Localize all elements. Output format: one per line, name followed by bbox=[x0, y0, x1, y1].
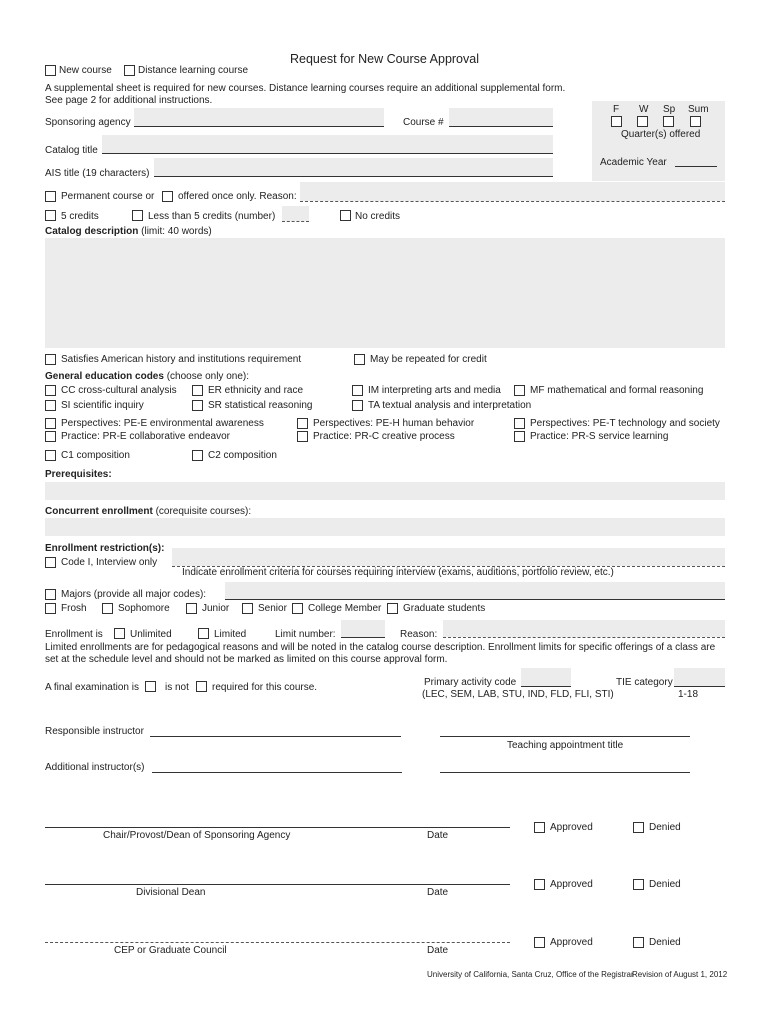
reason-input[interactable] bbox=[300, 182, 725, 201]
quarter-sum-checkbox[interactable] bbox=[690, 116, 701, 127]
approved-checkbox-dean[interactable] bbox=[534, 879, 545, 890]
signature-line-dean[interactable] bbox=[45, 884, 510, 885]
final-exam-is-not-checkbox[interactable] bbox=[145, 681, 156, 692]
additional-instructors-field-2[interactable] bbox=[440, 772, 690, 773]
enrollment-is-label: Enrollment is bbox=[45, 629, 103, 640]
ge-si-label: SI scientific inquiry bbox=[61, 400, 144, 411]
signature-date-chair: Date bbox=[427, 830, 449, 841]
quarter-sp-checkbox[interactable] bbox=[663, 116, 674, 127]
intro-text-1: A supplemental sheet is required for new courses. Distance learning courses require an additional supplemental form. bbox=[45, 83, 566, 94]
ais-title-label: AIS title (19 characters) bbox=[45, 168, 150, 179]
offered-once-label: offered once only. Reason: bbox=[178, 191, 297, 202]
less-than-five-checkbox[interactable] bbox=[132, 210, 143, 221]
additional-instructors-field[interactable] bbox=[152, 772, 402, 773]
tie-category-input[interactable] bbox=[674, 668, 725, 686]
frosh-label: Frosh bbox=[61, 603, 87, 614]
ge-pe-t-checkbox[interactable] bbox=[514, 418, 525, 429]
distance-learning-label: Distance learning course bbox=[138, 65, 249, 76]
approved-label-cep: Approved bbox=[550, 937, 593, 948]
quarters-caption: Quarter(s) offered bbox=[621, 129, 701, 140]
interview-criteria-input[interactable] bbox=[172, 548, 725, 566]
signature-role-cep: CEP or Graduate Council bbox=[114, 945, 227, 956]
american-history-label: Satisfies American history and institutions requirement bbox=[61, 354, 302, 365]
limited-checkbox[interactable] bbox=[198, 628, 209, 639]
no-credits-label: No credits bbox=[355, 211, 401, 222]
denied-label-dean: Denied bbox=[649, 879, 681, 890]
graduate-students-label: Graduate students bbox=[403, 603, 486, 614]
quarter-sum-label: Sum bbox=[688, 104, 709, 115]
ge-pe-t-label: Perspectives: PE-T technology and society bbox=[530, 418, 720, 429]
final-exam-required-checkbox[interactable] bbox=[196, 681, 207, 692]
ge-cc-label: CC cross-cultural analysis bbox=[61, 385, 177, 396]
signature-date-cep: Date bbox=[427, 945, 449, 956]
college-member-label: College Member bbox=[308, 603, 382, 614]
enrollment-restrictions-label: Enrollment restriction(s): bbox=[45, 543, 165, 554]
distance-learning-checkbox[interactable] bbox=[124, 65, 135, 76]
primary-activity-input[interactable] bbox=[521, 668, 571, 686]
ge-pe-e-label: Perspectives: PE-E environmental awareness bbox=[61, 418, 264, 429]
offered-once-checkbox[interactable] bbox=[162, 191, 173, 202]
tie-range-note: 1-18 bbox=[678, 689, 699, 700]
sophomore-label: Sophomore bbox=[118, 603, 170, 614]
limited-label: Limited bbox=[214, 629, 247, 640]
ge-mf-label: MF mathematical and formal reasoning bbox=[530, 385, 704, 396]
denied-checkbox-chair[interactable] bbox=[633, 822, 644, 833]
credits-number-input[interactable] bbox=[282, 206, 309, 221]
ge-codes-label: General education codes (choose only one): bbox=[45, 371, 249, 382]
quarter-sp-label: Sp bbox=[663, 104, 676, 115]
unlimited-checkbox[interactable] bbox=[114, 628, 125, 639]
junior-checkbox[interactable] bbox=[186, 603, 197, 614]
permanent-course-checkbox[interactable] bbox=[45, 191, 56, 202]
quarter-f-label: F bbox=[613, 104, 620, 115]
limited-note-1: Limited enrollments are for pedagogical reasons and will be noted in the catalog course description. Enrollment limits for specific offerings of a class are bbox=[45, 642, 716, 653]
ge-pe-e-checkbox[interactable] bbox=[45, 418, 56, 429]
may-repeat-checkbox[interactable] bbox=[354, 354, 365, 365]
majors-input[interactable] bbox=[225, 582, 725, 599]
signature-role-dean: Divisional Dean bbox=[136, 887, 206, 898]
no-credits-checkbox[interactable] bbox=[340, 210, 351, 221]
ge-c2-label: C2 composition bbox=[208, 450, 277, 461]
ais-title-input[interactable] bbox=[154, 158, 553, 176]
senior-label: Senior bbox=[258, 603, 287, 614]
limit-number-label: Limit number: bbox=[275, 629, 336, 640]
ge-im-checkbox[interactable] bbox=[352, 385, 363, 396]
code-i-label: Code I, Interview only bbox=[61, 557, 158, 568]
frosh-checkbox[interactable] bbox=[45, 603, 56, 614]
primary-activity-label: Primary activity code bbox=[424, 677, 517, 688]
ge-er-checkbox[interactable] bbox=[192, 385, 203, 396]
ge-im-label: IM interpreting arts and media bbox=[368, 385, 501, 396]
five-credits-label: 5 credits bbox=[61, 211, 99, 222]
quarter-f-checkbox[interactable] bbox=[611, 116, 622, 127]
teaching-title-field[interactable] bbox=[440, 736, 690, 737]
catalog-title-input[interactable] bbox=[102, 135, 553, 153]
quarter-w-label: W bbox=[639, 104, 649, 115]
ge-ta-label: TA textual analysis and interpretation bbox=[368, 400, 532, 411]
additional-instructors-label: Additional instructor(s) bbox=[45, 762, 145, 773]
is-not-label: is not bbox=[165, 682, 189, 693]
approved-checkbox-cep[interactable] bbox=[534, 937, 545, 948]
denied-checkbox-cep[interactable] bbox=[633, 937, 644, 948]
signature-role-chair: Chair/Provost/Dean of Sponsoring Agency bbox=[103, 830, 291, 841]
permanent-course-label: Permanent course or bbox=[61, 191, 155, 202]
ge-c2-checkbox[interactable] bbox=[192, 450, 203, 461]
ge-c1-label: C1 composition bbox=[61, 450, 130, 461]
limited-note-2: set at the schedule level and should not be marked as limited on this course approval form. bbox=[45, 654, 448, 665]
senior-checkbox[interactable] bbox=[242, 603, 253, 614]
footer-revision: Revision of August 1, 2012 bbox=[632, 970, 728, 979]
prerequisites-label: Prerequisites: bbox=[45, 469, 112, 480]
interview-note: Indicate enrollment criteria for courses requiring interview (exams, auditions, portfolio review, etc.) bbox=[182, 567, 614, 578]
sponsoring-agency-input[interactable] bbox=[134, 108, 384, 126]
intro-text-2: See page 2 for additional instructions. bbox=[45, 95, 213, 106]
ge-pr-s-checkbox[interactable] bbox=[514, 431, 525, 442]
ge-pr-c-checkbox[interactable] bbox=[297, 431, 308, 442]
ge-pr-c-label: Practice: PR-C creative process bbox=[313, 431, 455, 442]
ge-pe-h-label: Perspectives: PE-H human behavior bbox=[313, 418, 475, 429]
ge-ta-checkbox[interactable] bbox=[352, 400, 363, 411]
course-number-label: Course # bbox=[403, 117, 444, 128]
ge-sr-label: SR statistical reasoning bbox=[208, 400, 313, 411]
majors-label: Majors (provide all major codes): bbox=[61, 589, 207, 600]
five-credits-checkbox[interactable] bbox=[45, 210, 56, 221]
ge-er-label: ER ethnicity and race bbox=[208, 385, 304, 396]
college-member-checkbox[interactable] bbox=[292, 603, 303, 614]
catalog-description-textarea[interactable] bbox=[45, 238, 725, 348]
activity-codes-note: (LEC, SEM, LAB, STU, IND, FLD, FLI, STI) bbox=[422, 689, 614, 700]
limit-reason-input[interactable] bbox=[443, 620, 725, 637]
ge-pr-s-label: Practice: PR-S service learning bbox=[530, 431, 669, 442]
junior-label: Junior bbox=[202, 603, 230, 614]
approved-label-dean: Approved bbox=[550, 879, 593, 890]
ge-sr-checkbox[interactable] bbox=[192, 400, 203, 411]
sophomore-checkbox[interactable] bbox=[102, 603, 113, 614]
ge-si-checkbox[interactable] bbox=[45, 400, 56, 411]
teaching-title-label: Teaching appointment title bbox=[507, 740, 624, 751]
signature-date-dean: Date bbox=[427, 887, 449, 898]
page-title: Request for New Course Approval bbox=[290, 52, 479, 66]
ge-mf-checkbox[interactable] bbox=[514, 385, 525, 396]
limit-number-input[interactable] bbox=[341, 620, 385, 637]
denied-label-chair: Denied bbox=[649, 822, 681, 833]
responsible-instructor-field[interactable] bbox=[150, 736, 401, 737]
ge-pe-h-checkbox[interactable] bbox=[297, 418, 308, 429]
signature-line-cep[interactable] bbox=[45, 942, 510, 943]
quarter-w-checkbox[interactable] bbox=[637, 116, 648, 127]
new-course-checkbox[interactable] bbox=[45, 65, 56, 76]
ge-c1-checkbox[interactable] bbox=[45, 450, 56, 461]
may-repeat-label: May be repeated for credit bbox=[370, 354, 487, 365]
final-exam-label: A final examination is bbox=[45, 682, 139, 693]
concurrent-enrollment-label: Concurrent enrollment (corequisite courses): bbox=[45, 506, 252, 517]
ge-cc-checkbox[interactable] bbox=[45, 385, 56, 396]
denied-checkbox-dean[interactable] bbox=[633, 879, 644, 890]
approved-label-chair: Approved bbox=[550, 822, 593, 833]
sponsoring-agency-label: Sponsoring agency bbox=[45, 117, 131, 128]
responsible-instructor-label: Responsible instructor bbox=[45, 726, 144, 737]
american-history-checkbox[interactable] bbox=[45, 354, 56, 365]
ge-pr-e-label: Practice: PR-E collaborative endeavor bbox=[61, 431, 230, 442]
majors-checkbox[interactable] bbox=[45, 589, 56, 600]
ge-pr-e-checkbox[interactable] bbox=[45, 431, 56, 442]
academic-year-field[interactable] bbox=[675, 166, 717, 167]
denied-label-cep: Denied bbox=[649, 937, 681, 948]
limit-reason-label: Reason: bbox=[400, 629, 438, 640]
catalog-title-label: Catalog title bbox=[45, 145, 98, 156]
required-label: required for this course. bbox=[212, 682, 318, 693]
academic-year-label: Academic Year bbox=[600, 157, 667, 168]
unlimited-label: Unlimited bbox=[130, 629, 172, 640]
footer-office: University of California, Santa Cruz, Office of the Registrar bbox=[427, 970, 634, 979]
approved-checkbox-chair[interactable] bbox=[534, 822, 545, 833]
catalog-description-label: Catalog description (limit: 40 words) bbox=[45, 226, 212, 237]
less-than-five-label: Less than 5 credits (number) bbox=[148, 211, 276, 222]
course-number-input[interactable] bbox=[449, 108, 553, 126]
signature-line-chair[interactable] bbox=[45, 827, 510, 828]
code-i-checkbox[interactable] bbox=[45, 557, 56, 568]
prerequisites-input[interactable] bbox=[45, 482, 725, 500]
graduate-students-checkbox[interactable] bbox=[387, 603, 398, 614]
concurrent-enrollment-input[interactable] bbox=[45, 518, 725, 536]
new-course-label: New course bbox=[59, 65, 112, 76]
tie-category-label: TIE category bbox=[616, 677, 673, 688]
